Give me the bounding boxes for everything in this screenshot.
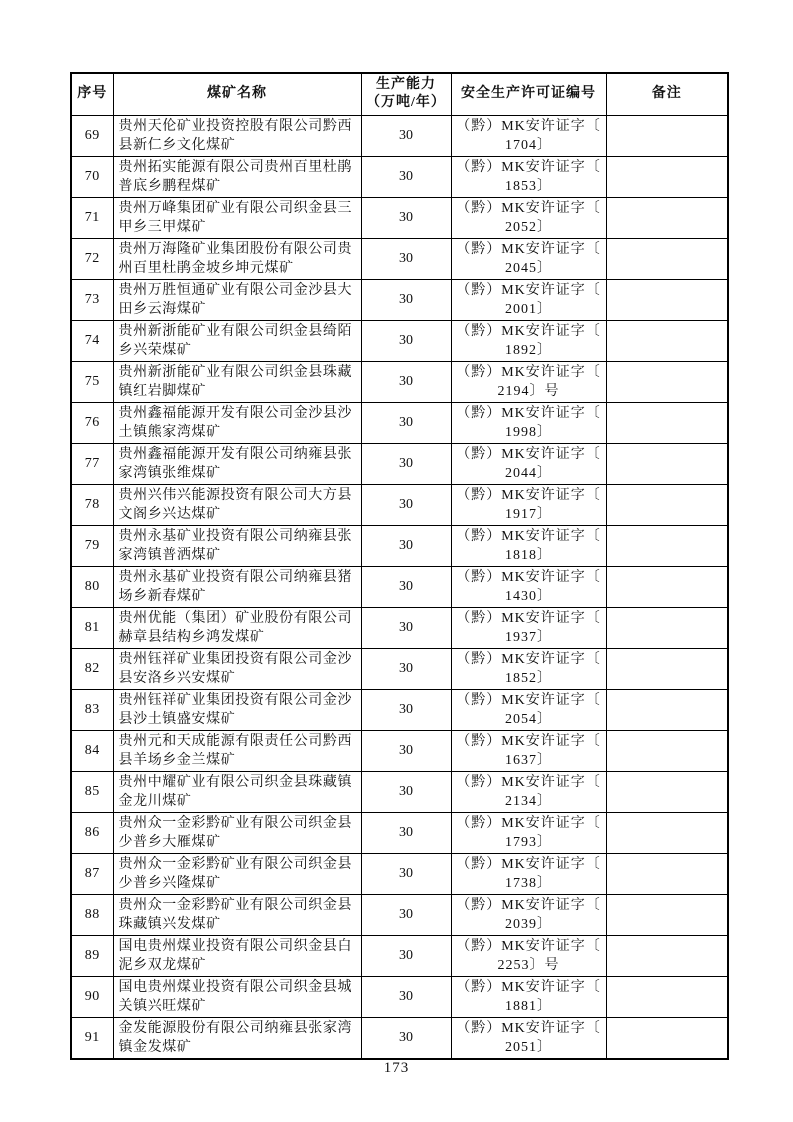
cell-license-number: [451, 771, 606, 812]
cell-license-number: [451, 402, 606, 443]
table-row: [71, 730, 728, 771]
cell-serial-number: 70: [71, 156, 113, 197]
cell-serial-number: 72: [71, 238, 113, 279]
license-line2: 2054〕: [505, 711, 552, 727]
license-line1: （黔）MK安许证字〔: [456, 1020, 601, 1036]
cell-license-number: [451, 156, 606, 197]
license-line2: 1793〕: [505, 834, 552, 850]
cell-mine-name: 贵州优能（集团）矿业股份有限公司赫章县结构乡鸿发煤矿: [113, 607, 361, 648]
license-line2: 1637〕: [505, 752, 552, 768]
license-line2: 2134〕: [505, 793, 552, 809]
table-row: [71, 894, 728, 935]
license-line1: （黔）MK安许证字〔: [456, 364, 601, 380]
cell-mine-name: 贵州鑫福能源开发有限公司纳雍县张家湾镇张维煤矿: [113, 443, 361, 484]
table-row: [71, 443, 728, 484]
license-line1: （黔）MK安许证字〔: [456, 938, 601, 954]
cell-serial-number: 85: [71, 771, 113, 812]
table-row: [71, 197, 728, 238]
cell-mine-name: 贵州钰祥矿业集团投资有限公司金沙县安洛乡兴安煤矿: [113, 648, 361, 689]
cell-license-number: [451, 525, 606, 566]
cell-capacity: 30: [361, 976, 451, 1017]
cell-remark: [606, 648, 728, 689]
cell-mine-name: 国电贵州煤业投资有限公司织金县白泥乡双龙煤矿: [113, 935, 361, 976]
license-line1: （黔）MK安许证字〔: [456, 692, 601, 708]
cell-remark: [606, 320, 728, 361]
cell-capacity: 30: [361, 935, 451, 976]
cell-license-number: [451, 853, 606, 894]
cell-remark: [606, 279, 728, 320]
cell-license-number: [451, 197, 606, 238]
cell-remark: [606, 156, 728, 197]
cell-serial-number: 82: [71, 648, 113, 689]
cell-serial-number: 87: [71, 853, 113, 894]
license-line2: 1738〕: [505, 875, 552, 891]
table-row: [71, 607, 728, 648]
cell-remark: [606, 361, 728, 402]
table-row: [71, 525, 728, 566]
cell-serial-number: 71: [71, 197, 113, 238]
license-line1: （黔）MK安许证字〔: [456, 528, 601, 544]
cell-mine-name: 国电贵州煤业投资有限公司织金县城关镇兴旺煤矿: [113, 976, 361, 1017]
cell-mine-name: 贵州永基矿业投资有限公司纳雍县张家湾镇普洒煤矿: [113, 525, 361, 566]
license-line1: （黔）MK安许证字〔: [456, 979, 601, 995]
cell-remark: [606, 976, 728, 1017]
cell-license-number: [451, 484, 606, 525]
cell-license-number: [451, 566, 606, 607]
license-line1: （黔）MK安许证字〔: [456, 774, 601, 790]
cell-mine-name: 贵州永基矿业投资有限公司纳雍县猪场乡新春煤矿: [113, 566, 361, 607]
cell-capacity: 30: [361, 771, 451, 812]
cell-mine-name: 贵州众一金彩黔矿业有限公司织金县少普乡兴隆煤矿: [113, 853, 361, 894]
license-line2: 2001〕: [505, 301, 552, 317]
license-line1: （黔）MK安许证字〔: [456, 651, 601, 667]
cell-remark: [606, 1017, 728, 1059]
license-line2: 2044〕: [505, 465, 552, 481]
cell-capacity: 30: [361, 730, 451, 771]
cell-mine-name: 贵州钰祥矿业集团投资有限公司金沙县沙土镇盛安煤矿: [113, 689, 361, 730]
cell-license-number: [451, 812, 606, 853]
col-header-capacity-line1: 生产能力: [376, 77, 436, 93]
license-line2: 1704〕: [505, 137, 552, 153]
license-line1: （黔）MK安许证字〔: [456, 815, 601, 831]
license-line1: （黔）MK安许证字〔: [456, 282, 601, 298]
license-line1: （黔）MK安许证字〔: [456, 241, 601, 257]
cell-capacity: 30: [361, 648, 451, 689]
license-line1: （黔）MK安许证字〔: [456, 569, 601, 585]
license-line2: 1892〕: [505, 342, 552, 358]
cell-capacity: 30: [361, 812, 451, 853]
license-line1: （黔）MK安许证字〔: [456, 159, 601, 175]
license-line1: （黔）MK安许证字〔: [456, 323, 601, 339]
table-row: [71, 361, 728, 402]
cell-serial-number: 74: [71, 320, 113, 361]
license-line1: （黔）MK安许证字〔: [456, 856, 601, 872]
cell-serial-number: 90: [71, 976, 113, 1017]
cell-mine-name: 金发能源股份有限公司纳雍县张家湾镇金发煤矿: [113, 1017, 361, 1059]
cell-capacity: 30: [361, 525, 451, 566]
cell-mine-name: 贵州拓实能源有限公司贵州百里杜鹃普底乡鹏程煤矿: [113, 156, 361, 197]
cell-serial-number: 69: [71, 115, 113, 156]
cell-license-number: [451, 279, 606, 320]
cell-serial-number: 88: [71, 894, 113, 935]
cell-license-number: [451, 730, 606, 771]
cell-license-number: [451, 1017, 606, 1059]
license-line2: 2039〕: [505, 916, 552, 932]
cell-capacity: 30: [361, 853, 451, 894]
table-row: [71, 771, 728, 812]
license-line2: 2051〕: [505, 1039, 552, 1055]
cell-remark: [606, 197, 728, 238]
license-line1: （黔）MK安许证字〔: [456, 405, 601, 421]
license-line2: 2194〕号: [497, 383, 560, 399]
cell-mine-name: 贵州元和天成能源有限责任公司黔西县羊场乡金兰煤矿: [113, 730, 361, 771]
license-line2: 1430〕: [505, 588, 552, 604]
table-row: [71, 689, 728, 730]
cell-remark: [606, 935, 728, 976]
cell-remark: [606, 812, 728, 853]
cell-license-number: [451, 689, 606, 730]
license-line1: （黔）MK安许证字〔: [456, 733, 601, 749]
cell-capacity: 30: [361, 320, 451, 361]
cell-remark: [606, 689, 728, 730]
cell-capacity: 30: [361, 443, 451, 484]
col-header-license: 安全生产许可证编号: [451, 73, 606, 115]
license-line2: 1937〕: [505, 629, 552, 645]
cell-mine-name: 贵州新浙能矿业有限公司织金县绮陌乡兴荣煤矿: [113, 320, 361, 361]
cell-license-number: [451, 894, 606, 935]
cell-mine-name: 贵州新浙能矿业有限公司织金县珠藏镇红岩脚煤矿: [113, 361, 361, 402]
cell-mine-name: 贵州兴伟兴能源投资有限公司大方县文阁乡兴达煤矿: [113, 484, 361, 525]
col-header-serial: 序号: [71, 73, 113, 115]
license-line2: 1818〕: [505, 547, 552, 563]
table-row: [71, 812, 728, 853]
license-line2: 1853〕: [505, 178, 552, 194]
table-row: [71, 853, 728, 894]
cell-serial-number: 75: [71, 361, 113, 402]
table-row: [71, 1017, 728, 1059]
cell-serial-number: 91: [71, 1017, 113, 1059]
col-header-capacity-line2: （万吨/年）: [366, 95, 446, 111]
cell-capacity: 30: [361, 402, 451, 443]
cell-license-number: [451, 115, 606, 156]
license-line2: 2052〕: [505, 219, 552, 235]
license-line1: （黔）MK安许证字〔: [456, 118, 601, 134]
cell-remark: [606, 443, 728, 484]
cell-capacity: 30: [361, 894, 451, 935]
cell-mine-name: 贵州万胜恒通矿业有限公司金沙县大田乡云海煤矿: [113, 279, 361, 320]
license-line2: 1998〕: [505, 424, 552, 440]
cell-capacity: 30: [361, 361, 451, 402]
cell-capacity: 30: [361, 197, 451, 238]
table-row: [71, 976, 728, 1017]
cell-license-number: [451, 935, 606, 976]
col-header-capacity: [361, 73, 451, 115]
cell-remark: [606, 771, 728, 812]
cell-serial-number: 81: [71, 607, 113, 648]
cell-mine-name: 贵州天伦矿业投资控股有限公司黔西县新仁乡文化煤矿: [113, 115, 361, 156]
table-row: [71, 320, 728, 361]
cell-remark: [606, 402, 728, 443]
license-line2: 1852〕: [505, 670, 552, 686]
cell-serial-number: 83: [71, 689, 113, 730]
cell-capacity: 30: [361, 484, 451, 525]
cell-mine-name: 贵州众一金彩黔矿业有限公司织金县少普乡大雁煤矿: [113, 812, 361, 853]
cell-remark: [606, 566, 728, 607]
table-row: [71, 566, 728, 607]
cell-capacity: 30: [361, 279, 451, 320]
page-number: 173: [383, 1060, 410, 1076]
cell-serial-number: 79: [71, 525, 113, 566]
table-row: [71, 402, 728, 443]
cell-license-number: [451, 976, 606, 1017]
cell-license-number: [451, 238, 606, 279]
cell-mine-name: 贵州众一金彩黔矿业有限公司织金县珠藏镇兴发煤矿: [113, 894, 361, 935]
cell-license-number: [451, 361, 606, 402]
license-line2: 1881〕: [505, 998, 552, 1014]
cell-capacity: 30: [361, 689, 451, 730]
cell-mine-name: 贵州万峰集团矿业有限公司织金县三甲乡三甲煤矿: [113, 197, 361, 238]
cell-capacity: 30: [361, 156, 451, 197]
cell-remark: [606, 853, 728, 894]
cell-remark: [606, 484, 728, 525]
cell-serial-number: 77: [71, 443, 113, 484]
cell-serial-number: 76: [71, 402, 113, 443]
cell-mine-name: 贵州鑫福能源开发有限公司金沙县沙土镇熊家湾煤矿: [113, 402, 361, 443]
table-row: [71, 484, 728, 525]
cell-remark: [606, 238, 728, 279]
cell-mine-name: 贵州中耀矿业有限公司织金县珠藏镇金龙川煤矿: [113, 771, 361, 812]
cell-license-number: [451, 648, 606, 689]
cell-serial-number: 73: [71, 279, 113, 320]
cell-remark: [606, 607, 728, 648]
license-line1: （黔）MK安许证字〔: [456, 487, 601, 503]
cell-license-number: [451, 320, 606, 361]
cell-serial-number: 80: [71, 566, 113, 607]
cell-remark: [606, 115, 728, 156]
cell-capacity: 30: [361, 1017, 451, 1059]
table-row: [71, 648, 728, 689]
table-row: [71, 238, 728, 279]
table-row: [71, 115, 728, 156]
cell-remark: [606, 525, 728, 566]
coal-mine-table: [70, 72, 729, 1060]
cell-mine-name: 贵州万海隆矿业集团股份有限公司贵州百里杜鹃金坡乡坤元煤矿: [113, 238, 361, 279]
license-line1: （黔）MK安许证字〔: [456, 446, 601, 462]
cell-serial-number: 86: [71, 812, 113, 853]
table-row: [71, 156, 728, 197]
license-line1: （黔）MK安许证字〔: [456, 610, 601, 626]
cell-remark: [606, 730, 728, 771]
cell-capacity: 30: [361, 607, 451, 648]
license-line1: （黔）MK安许证字〔: [456, 897, 601, 913]
license-line2: 2253〕号: [497, 957, 560, 973]
table-row: [71, 935, 728, 976]
license-line2: 1917〕: [505, 506, 552, 522]
cell-capacity: 30: [361, 566, 451, 607]
cell-capacity: 30: [361, 115, 451, 156]
license-line2: 2045〕: [505, 260, 552, 276]
cell-license-number: [451, 607, 606, 648]
table-header-row: [71, 73, 728, 115]
table-row: [71, 279, 728, 320]
col-header-remark: 备注: [606, 73, 728, 115]
license-line1: （黔）MK安许证字〔: [456, 200, 601, 216]
cell-serial-number: 84: [71, 730, 113, 771]
cell-license-number: [451, 443, 606, 484]
cell-remark: [606, 894, 728, 935]
col-header-mine-name: 煤矿名称: [113, 73, 361, 115]
cell-capacity: 30: [361, 238, 451, 279]
table-body: [71, 115, 728, 1059]
cell-serial-number: 89: [71, 935, 113, 976]
cell-serial-number: 78: [71, 484, 113, 525]
